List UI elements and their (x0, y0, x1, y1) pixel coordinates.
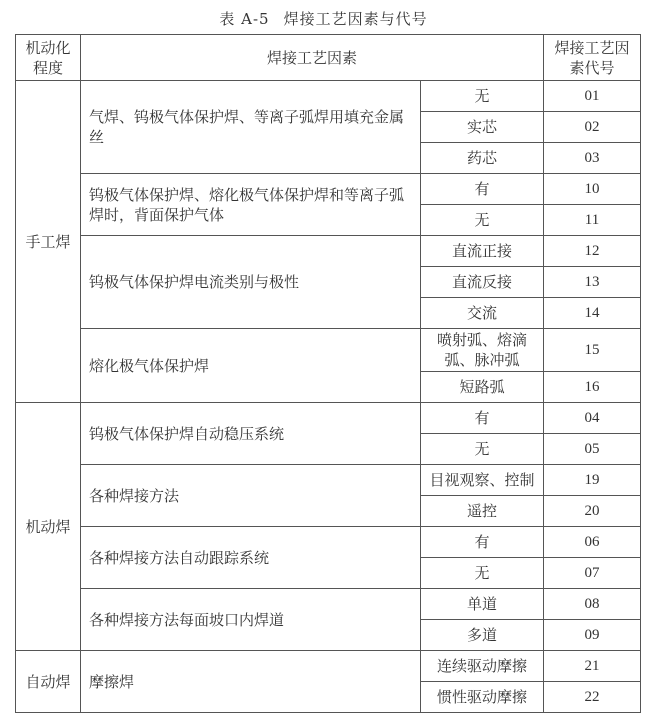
option-cell: 交流 (421, 298, 544, 329)
code-cell: 11 (544, 205, 641, 236)
table-row (16, 329, 641, 372)
option-cell: 短路弧 (421, 372, 544, 403)
code-cell: 12 (544, 236, 641, 267)
factor-cell: 熔化极气体保护焊 (81, 329, 421, 403)
code-cell: 19 (544, 465, 641, 496)
option-cell: 无 (421, 434, 544, 465)
code-cell: 04 (544, 403, 641, 434)
table-row (16, 589, 641, 620)
option-cell: 有 (421, 403, 544, 434)
option-cell: 多道 (421, 620, 544, 651)
code-cell: 16 (544, 372, 641, 403)
code-cell: 13 (544, 267, 641, 298)
option-cell: 单道 (421, 589, 544, 620)
header-code: 焊接工艺因素代号 (544, 35, 641, 81)
table-row (16, 81, 641, 112)
option-cell: 无 (421, 205, 544, 236)
factor-cell: 各种焊接方法自动跟踪系统 (81, 527, 421, 589)
header-row (16, 35, 641, 81)
code-cell: 05 (544, 434, 641, 465)
code-cell: 06 (544, 527, 641, 558)
option-cell: 连续驱动摩擦 (421, 651, 544, 682)
code-cell: 08 (544, 589, 641, 620)
factor-cell: 摩擦焊 (81, 651, 421, 713)
factor-cell: 各种焊接方法 (81, 465, 421, 527)
code-cell: 21 (544, 651, 641, 682)
option-cell: 有 (421, 174, 544, 205)
header-mechanization: 机动化程度 (16, 35, 81, 81)
option-cell: 遥控 (421, 496, 544, 527)
factor-cell: 钨极气体保护焊自动稳压系统 (81, 403, 421, 465)
option-cell: 直流反接 (421, 267, 544, 298)
code-cell: 10 (544, 174, 641, 205)
table-title: 焊接工艺因素与代号 (283, 10, 428, 28)
option-cell: 药芯 (421, 143, 544, 174)
table-row (16, 651, 641, 682)
code-cell: 14 (544, 298, 641, 329)
option-cell: 惯性驱动摩擦 (421, 682, 544, 713)
code-cell: 15 (544, 329, 641, 372)
header-factor: 焊接工艺因素 (81, 35, 544, 81)
option-cell: 目视观察、控制 (421, 465, 544, 496)
code-cell: 03 (544, 143, 641, 174)
code-cell: 07 (544, 558, 641, 589)
option-cell: 无 (421, 558, 544, 589)
code-cell: 02 (544, 112, 641, 143)
table-row (16, 403, 641, 434)
grade-manual: 手工焊 (16, 81, 81, 403)
grade-automatic: 自动焊 (16, 651, 81, 713)
code-cell: 09 (544, 620, 641, 651)
grade-mechanized: 机动焊 (16, 403, 81, 651)
table-row (16, 236, 641, 267)
factor-cell: 钨极气体保护焊、熔化极气体保护焊和等离子弧焊时，背面保护气体 (81, 174, 421, 236)
code-cell: 01 (544, 81, 641, 112)
option-cell: 无 (421, 81, 544, 112)
option-cell: 喷射弧、熔滴弧、脉冲弧 (421, 329, 544, 372)
factor-cell: 气焊、钨极气体保护焊、等离子弧焊用填充金属丝 (81, 81, 421, 174)
factor-cell: 各种焊接方法每面坡口内焊道 (81, 589, 421, 651)
table-row (16, 527, 641, 558)
option-cell: 直流正接 (421, 236, 544, 267)
welding-factor-table (15, 34, 641, 713)
option-cell: 实芯 (421, 112, 544, 143)
factor-cell: 钨极气体保护焊电流类别与极性 (81, 236, 421, 329)
code-cell: 22 (544, 682, 641, 713)
table-row (16, 174, 641, 205)
code-cell: 20 (544, 496, 641, 527)
table-caption (0, 8, 647, 29)
table-row (16, 465, 641, 496)
option-cell: 有 (421, 527, 544, 558)
table-number: 表 A-5 (219, 10, 270, 28)
